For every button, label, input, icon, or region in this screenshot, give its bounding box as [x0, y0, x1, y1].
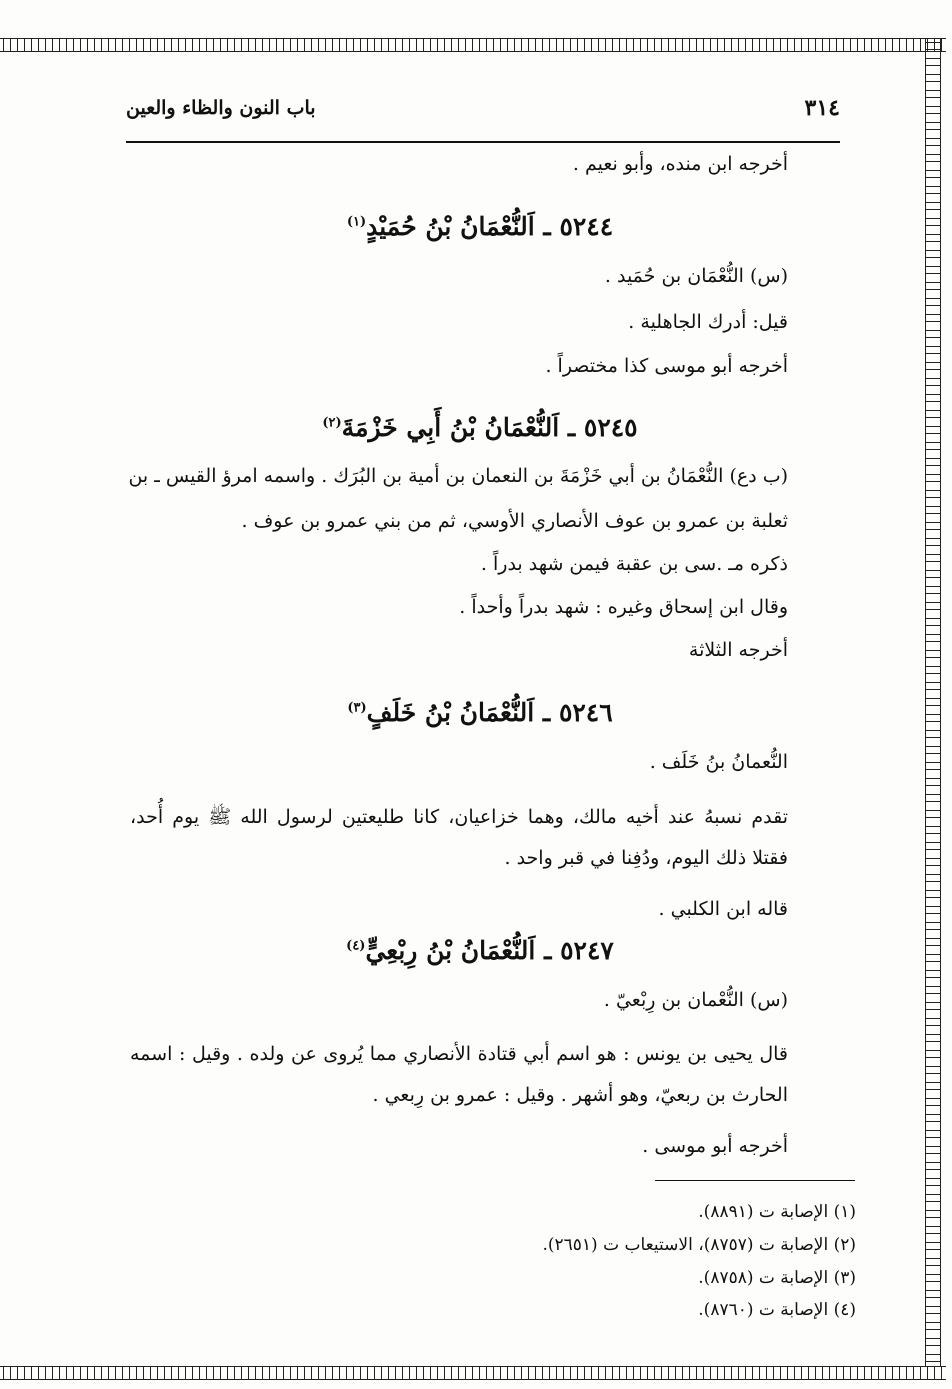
footnote-divider [655, 1180, 855, 1181]
text-line: قاله ابن الكلبي . [658, 898, 788, 920]
decorative-border-right [925, 38, 941, 1380]
page-number: ٣١٤ [804, 95, 840, 121]
footnote-ref: (٣) [347, 700, 367, 716]
footnote: (٤) الإصابة ت (٨٧٦٠). [698, 1300, 856, 1320]
text-line: النُّعمانُ بنُ خَلَف . [649, 751, 788, 773]
text-line: قال يحيى بن يونس : هو اسم أبي قتادة الأنصاري مما يُروى عن ولده . وقيل : اسمه [130, 1043, 788, 1065]
text-line: (س) النُّعْمَان بن حُمَيد . [604, 265, 788, 287]
footnote-ref: (١) [346, 214, 367, 230]
text-line: فقتلا ذلك اليوم، ودُفِنا في قبر واحد . [504, 847, 788, 869]
footnote: (٢) الإصابة ت (٨٧٥٧)، الاستيعاب ت (٢٦٥١). [542, 1235, 856, 1255]
entry-heading-5244 [130, 212, 830, 241]
decorative-border-top [0, 38, 946, 52]
entry-heading-5245 [130, 413, 830, 442]
text-line: (س) النُّعْمان بن رِبْعيّ . [603, 989, 788, 1011]
text-line: أخرجه أبو موسى . [642, 1135, 788, 1157]
heading-text: ٥٢٤٥ ـ اَلنُّعْمَانُ بْنُ أَبِي خَزْمَةَ [341, 413, 638, 442]
heading-text: ٥٢٤٤ ـ اَلنُّعْمَانُ بْنُ حُمَيْدٍ [366, 212, 614, 241]
decorative-border-bottom [0, 1366, 946, 1380]
text-line: الحارث بن ربعيّ، وهو أشهر . وقيل : عمرو بن رِبعي . [372, 1084, 788, 1106]
entry-heading-5246 [130, 698, 830, 727]
page-header [126, 95, 840, 143]
heading-text: ٥٢٤٧ ـ اَلنُّعْمَانُ بْنُ رِبْعِيٍّ [365, 936, 614, 965]
footnote: (٣) الإصابة ت (٨٧٥٨). [698, 1268, 856, 1288]
text-line: قيل: أدرك الجاهلية . [628, 311, 788, 333]
text-line: ذكره مـ .سى بن عقبة فيمن شهد بدراً . [480, 553, 788, 575]
text-line: أخرجه الثلاثة [688, 639, 788, 661]
text-line: أخرجه أبو موسى كذا مختصراً . [545, 355, 788, 377]
heading-text: ٥٢٤٦ ـ اَلنُّعْمَانُ بْنُ خَلَفٍ [366, 698, 613, 727]
text-line: (ب دع) النُّعْمَانُ بن أبي خَزْمَةَ بن النعمان بن أمية بن البُرَك . واسمه امرؤ القيس ـ بن [128, 465, 788, 487]
chapter-title: باب النون والظاء والعين [126, 97, 316, 119]
text-line: وقال ابن إسحاق وغيره : شهد بدراً وأحداً . [459, 596, 788, 618]
text-line: تقدم نسبهُ عند أخيه مالك، وهما خزاعيان، كانا طليعتين لرسول الله ﷺ يوم أُحد، [130, 806, 788, 828]
text-line: أخرجه ابن منده، وأبو نعيم . [572, 153, 788, 175]
footnote: (١) الإصابة ت (٨٨٩١). [698, 1202, 856, 1222]
entry-heading-5247 [130, 936, 830, 965]
footnote-ref: (٢) [322, 415, 342, 431]
footnote-ref: (٤) [346, 938, 366, 954]
text-line: ثعلبة بن عمرو بن عوف الأنصاري الأوسي، ثم من بني عمرو بن عوف . [241, 510, 788, 532]
